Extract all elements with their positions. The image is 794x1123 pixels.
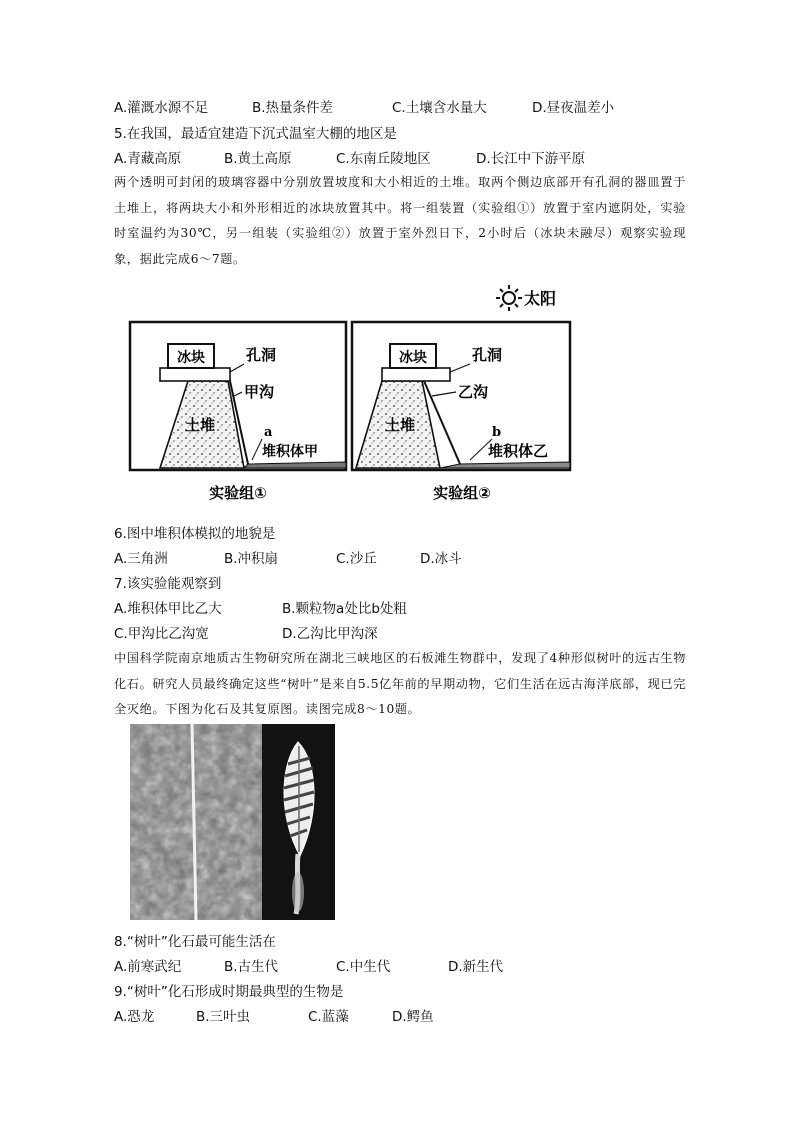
mound-label-1: 土堆 bbox=[184, 416, 216, 434]
q6-option-b: B.冲积扇 bbox=[224, 551, 279, 567]
hole-label-1: 孔洞 bbox=[246, 346, 277, 364]
q5-option-c: C.东南丘陵地区 bbox=[336, 151, 431, 167]
gully-label-2: 乙沟 bbox=[458, 383, 489, 401]
q5-stem: 5.在我国，最适宜建造下沉式温室大棚的地区是 bbox=[114, 126, 397, 142]
q9-option-d: D.鳄鱼 bbox=[392, 1009, 434, 1025]
passage-fossil: 中国科学院南京地质古生物研究所在湖北三峡地区的石板滩生物群中，发现了4种形似树叶的远古生物化石。研究人员最终确定这些“树叶”是来自5.5亿年前的早期动物，它们生活在远古海洋底部，现已完全灭绝。下图为化石及其复原图。读图完成8～10题。 bbox=[114, 651, 686, 716]
q6-option-d: D.冰斗 bbox=[420, 551, 462, 567]
vessel-1 bbox=[160, 368, 230, 381]
sun-icon bbox=[496, 285, 522, 311]
vessel-2 bbox=[382, 368, 450, 381]
reconstruction-image bbox=[262, 724, 335, 920]
caption-group-1: 实验组① bbox=[209, 484, 267, 502]
ice-label-1: 冰块 bbox=[177, 350, 205, 366]
mound-label-2: 土堆 bbox=[384, 416, 416, 434]
q6-stem: 6.图中堆积体模拟的地貌是 bbox=[114, 526, 276, 542]
q9-option-b: B.三叶虫 bbox=[196, 1009, 251, 1025]
point-a-label: a bbox=[264, 425, 273, 440]
q5-option-a: A.青藏高原 bbox=[114, 151, 182, 167]
q7-option-d: D.乙沟比甲沟深 bbox=[282, 626, 378, 642]
q4-option-a: A.灌溉水源不足 bbox=[114, 100, 209, 116]
q7-option-a: A.堆积体甲比乙大 bbox=[114, 601, 222, 617]
q4-option-d: D.昼夜温差小 bbox=[532, 100, 615, 116]
q9-stem: 9.“树叶”化石形成时期最典型的生物是 bbox=[114, 984, 344, 1000]
q8-stem: 8.“树叶”化石最可能生活在 bbox=[114, 934, 276, 950]
q8-option-d: D.新生代 bbox=[448, 959, 504, 975]
q9-option-a: A.恐龙 bbox=[114, 1009, 155, 1025]
q5-option-d: D.长江中下游平原 bbox=[476, 151, 586, 167]
ice-label-2: 冰块 bbox=[399, 350, 427, 366]
q6-option-a: A.三角洲 bbox=[114, 551, 168, 567]
experiment-group-1 bbox=[130, 322, 346, 470]
caption-group-2: 实验组② bbox=[433, 484, 491, 502]
deposit-label-1: 堆积体甲 bbox=[262, 444, 318, 460]
q5-option-b: B.黄土高原 bbox=[224, 151, 292, 167]
q4-option-b: B.热量条件差 bbox=[252, 100, 334, 116]
deposit-1 bbox=[244, 462, 346, 468]
q7-option-c: C.甲沟比乙沟宽 bbox=[114, 626, 209, 642]
q4-option-c: C.土壤含水量大 bbox=[392, 100, 487, 116]
q8-option-c: C.中生代 bbox=[336, 959, 391, 975]
q7-option-b: B.颗粒物a处比b处粗 bbox=[282, 601, 407, 617]
sun-label: 太阳 bbox=[524, 289, 557, 308]
experiment-group-2 bbox=[352, 322, 570, 470]
point-b-label: b bbox=[492, 425, 502, 440]
q9-option-c: C.蓝藻 bbox=[308, 1009, 349, 1025]
q6-option-c: C.沙丘 bbox=[336, 551, 377, 567]
q8-option-b: B.古生代 bbox=[224, 959, 279, 975]
fossil-figure bbox=[130, 724, 335, 920]
deposit-label-2: 堆积体乙 bbox=[488, 442, 549, 460]
hole-label-2: 孔洞 bbox=[472, 346, 503, 364]
q7-stem: 7.该实验能观察到 bbox=[114, 576, 222, 592]
gully-label-1: 甲沟 bbox=[244, 383, 275, 401]
experiment-diagram bbox=[120, 284, 596, 516]
passage-experiment: 两个透明可封闭的玻璃容器中分别放置坡度和大小相近的土堆。取两个侧边底部开有孔洞的器皿置于土堆上，将两块大小和外形相近的冰块放置其中。将一组装置（实验组①）放置于室内遮阴处，实验时室温约为30℃，另一组装（实验组②）放置于室外烈日下，2小时后（冰块未融尽）观察实验现象，据此完成6～7题。 bbox=[114, 175, 686, 266]
fossil-photo bbox=[130, 724, 260, 920]
q8-option-a: A.前寒武纪 bbox=[114, 959, 182, 975]
